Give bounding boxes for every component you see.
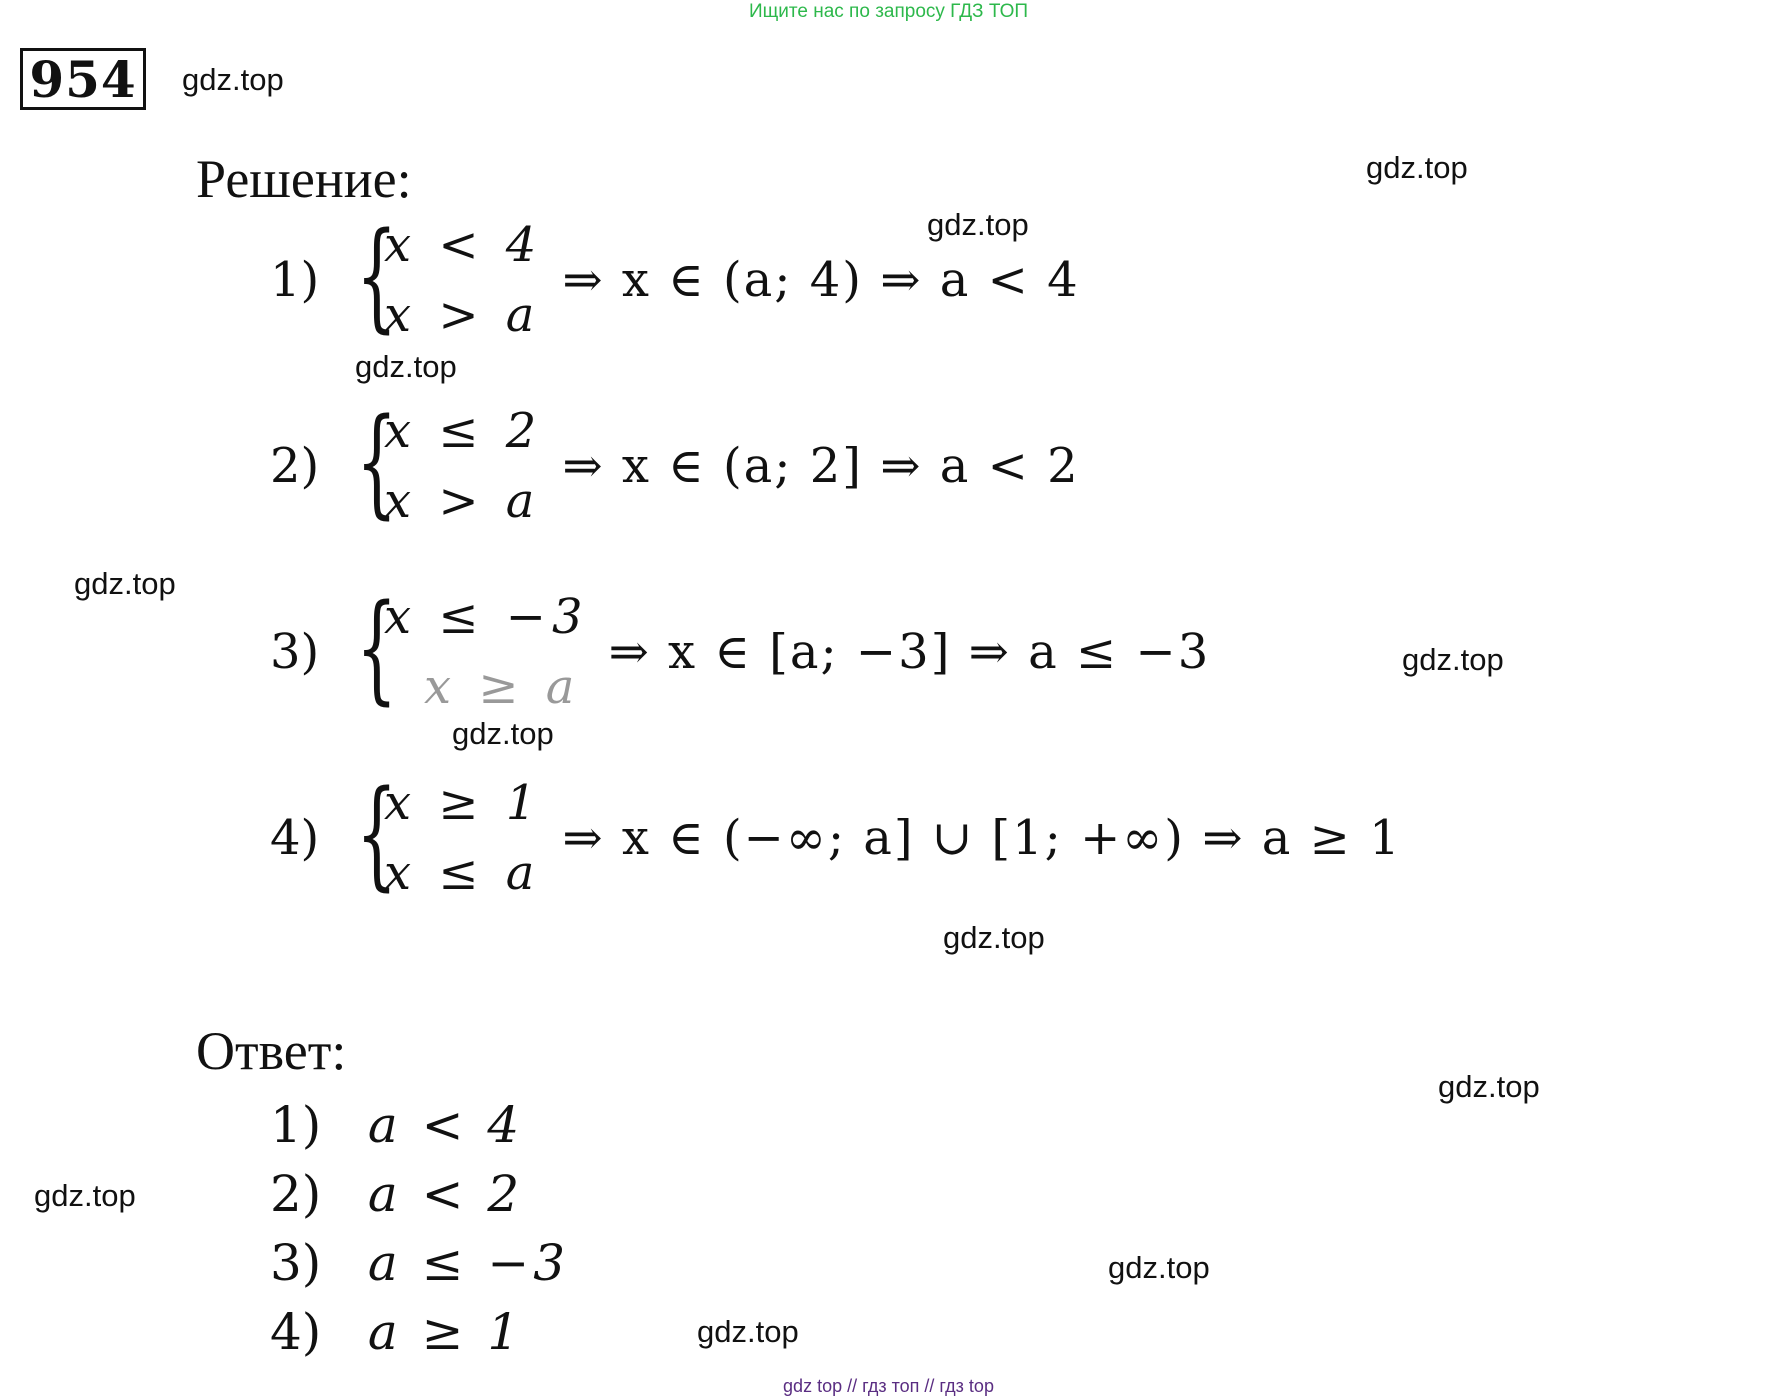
watermark: gdz.top (452, 716, 554, 751)
system-line-1: x ≤ −3 (384, 589, 589, 645)
answer-number: 1) (270, 1096, 322, 1154)
solution-step-2 (270, 392, 1080, 536)
answer-item-1 (270, 1096, 523, 1154)
step-result: ⇒ x ∈ (a; 2] ⇒ a < 2 (562, 438, 1080, 494)
system-brace-icon: { (356, 764, 398, 902)
watermark: gdz.top (1108, 1250, 1210, 1285)
solution-heading: Решение: (196, 149, 412, 209)
step-result: ⇒ x ∈ [a; −3] ⇒ a ≤ −3 (608, 624, 1211, 680)
answer-number: 4) (270, 1303, 322, 1361)
system-line-2: x ≥ a (424, 659, 581, 715)
watermark: gdz.top (74, 566, 176, 601)
watermark: gdz.top (927, 207, 1029, 242)
answer-expression: a ≤ −3 (367, 1234, 570, 1292)
top-banner: Ищите нас по запросу ГДЗ ТОП (748, 1, 1029, 22)
step-number: 1) (270, 252, 320, 308)
system-brace-icon: { (356, 392, 398, 530)
system-line-2: x > a (384, 473, 541, 529)
step-result: ⇒ x ∈ (a; 4) ⇒ a < 4 (562, 252, 1080, 308)
solution-step-1 (270, 206, 1080, 350)
watermark: gdz.top (1366, 150, 1468, 185)
answer-item-4 (270, 1303, 523, 1361)
system-line-1: x < 4 (384, 217, 543, 273)
answer-heading: Ответ: (196, 1021, 347, 1081)
watermark: gdz.top (182, 62, 284, 97)
system-line-2: x ≤ a (384, 845, 541, 901)
inequality-system (384, 582, 589, 722)
step-result: ⇒ x ∈ (−∞; a] ∪ [1; +∞) ⇒ a ≥ 1 (562, 810, 1402, 866)
answer-number: 2) (270, 1165, 322, 1223)
problem-number-box: 954 (20, 48, 146, 110)
watermark: gdz.top (355, 349, 457, 384)
answer-expression: a < 4 (367, 1096, 524, 1154)
answer-number: 3) (270, 1234, 322, 1292)
system-brace-icon: { (356, 578, 398, 716)
system-brace-icon: { (356, 206, 398, 344)
watermark: gdz.top (943, 920, 1045, 955)
watermark: gdz.top (1438, 1069, 1540, 1104)
step-number: 2) (270, 438, 320, 494)
watermark: gdz.top (1402, 642, 1504, 677)
inequality-system (384, 768, 542, 908)
answer-item-2 (270, 1165, 523, 1223)
system-line-2: x > a (384, 287, 541, 343)
footer-links[interactable]: gdz top // гдз топ // гдз top (783, 1376, 994, 1396)
step-number: 3) (270, 624, 320, 680)
answer-expression: a ≥ 1 (367, 1303, 524, 1361)
answer-expression: a < 2 (367, 1165, 524, 1223)
step-number: 4) (270, 810, 320, 866)
system-line-1: x ≤ 2 (384, 403, 543, 459)
watermark: gdz.top (34, 1178, 136, 1213)
inequality-system (384, 210, 542, 350)
system-line-1: x ≥ 1 (384, 775, 543, 831)
solution-step-4 (270, 764, 1402, 908)
answer-item-3 (270, 1234, 569, 1292)
inequality-system (384, 396, 542, 536)
watermark: gdz.top (697, 1314, 799, 1349)
solution-step-3 (270, 578, 1211, 722)
